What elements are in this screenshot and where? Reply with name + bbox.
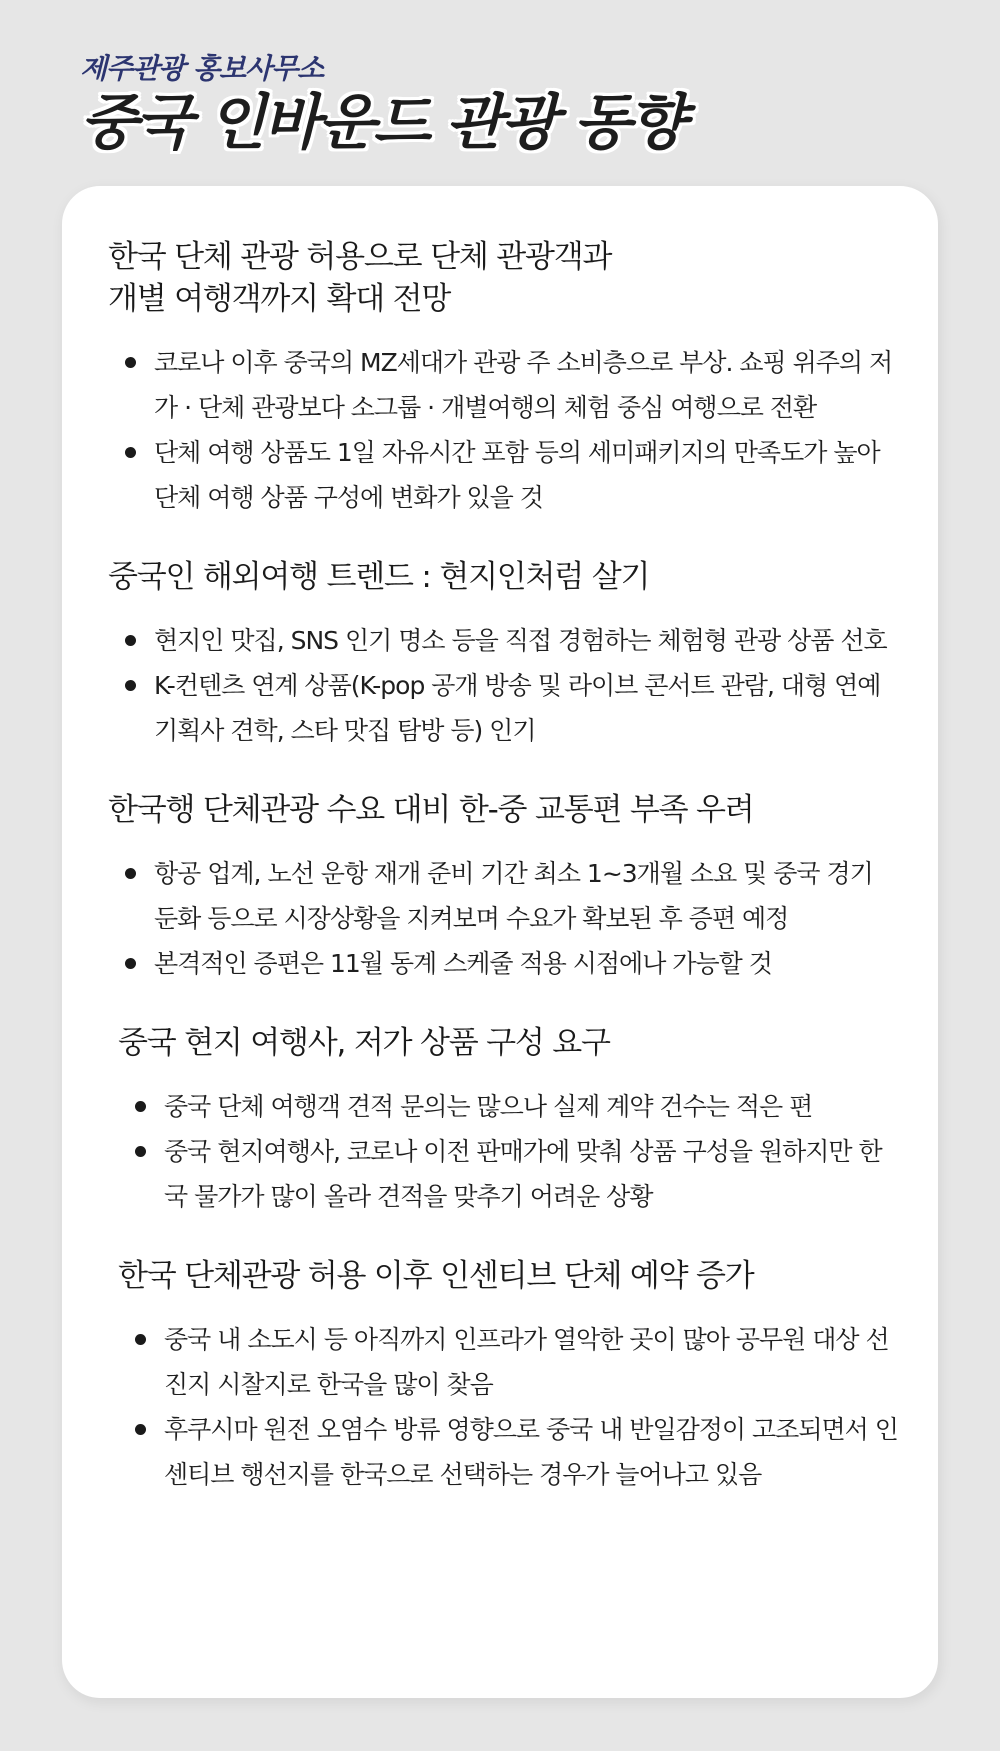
section-2 <box>108 556 898 753</box>
section-5 <box>108 1255 898 1497</box>
page-title: 중국 인바운드 관광 동향 <box>80 87 684 158</box>
section-heading: 한국 단체관광 허용 이후 인센티브 단체 예약 증가 <box>118 1258 754 1294</box>
bullet-item: 중국 단체 여행객 견적 문의는 많으나 실제 계약 건수는 적은 편 <box>118 1084 898 1129</box>
bullet-list <box>118 1317 898 1497</box>
content-card <box>62 186 938 1698</box>
bullet-item: 후쿠시마 원전 오염수 방류 영향으로 중국 내 반일감정이 고조되면서 인센티브 행선지를 한국으로 선택하는 경우가 늘어나고 있음 <box>118 1407 898 1497</box>
bullet-list <box>108 618 898 753</box>
section-1 <box>108 236 898 520</box>
bullet-item: 단체 여행 상품도 1일 자유시간 포함 등의 세미패키지의 만족도가 높아 단체 여행 상품 구성에 변화가 있을 것 <box>108 430 898 520</box>
bullet-item: 중국 현지여행사, 코로나 이전 판매가에 맞춰 상품 구성을 원하지만 한국 물가가 많이 올라 견적을 맞추기 어려운 상황 <box>118 1129 898 1219</box>
bullet-item: 중국 내 소도시 등 아직까지 인프라가 열악한 곳이 많아 공무원 대상 선진지 시찰지로 한국을 많이 찾음 <box>118 1317 898 1407</box>
section-3 <box>108 789 898 986</box>
section-heading: 한국 단체 관광 허용으로 단체 관광객과 개별 여행객까지 확대 전망 <box>108 239 612 317</box>
bullet-list <box>108 340 898 520</box>
header <box>80 52 683 156</box>
section-heading: 중국 현지 여행사, 저가 상품 구성 요구 <box>118 1025 610 1061</box>
section-heading: 한국행 단체관광 수요 대비 한-중 교통편 부족 우려 <box>108 792 754 828</box>
bullet-list <box>118 1084 898 1219</box>
bullet-item: 항공 업계, 노선 운항 재개 준비 기간 최소 1~3개월 소요 및 중국 경기 둔화 등으로 시장상황을 지켜보며 수요가 확보된 후 증편 예정 <box>108 851 898 941</box>
bullet-item: 코로나 이후 중국의 MZ세대가 관광 주 소비층으로 부상. 쇼핑 위주의 저가 · 단체 관광보다 소그룹 · 개별여행의 체험 중심 여행으로 전환 <box>108 340 898 430</box>
bullet-item: 본격적인 증편은 11월 동계 스케줄 적용 시점에나 가능할 것 <box>108 941 898 986</box>
organization-name: 제주관광 홍보사무소 <box>80 52 324 85</box>
bullet-item: K-컨텐츠 연계 상품(K-pop 공개 방송 및 라이브 콘서트 관람, 대형 연예 기획사 견학, 스타 맛집 탐방 등) 인기 <box>108 663 898 753</box>
section-heading: 중국인 해외여행 트렌드 : 현지인처럼 살기 <box>108 559 650 595</box>
section-4 <box>108 1022 898 1219</box>
bullet-item: 현지인 맛집, SNS 인기 명소 등을 직접 경험하는 체험형 관광 상품 선호 <box>108 618 898 663</box>
bullet-list <box>108 851 898 986</box>
